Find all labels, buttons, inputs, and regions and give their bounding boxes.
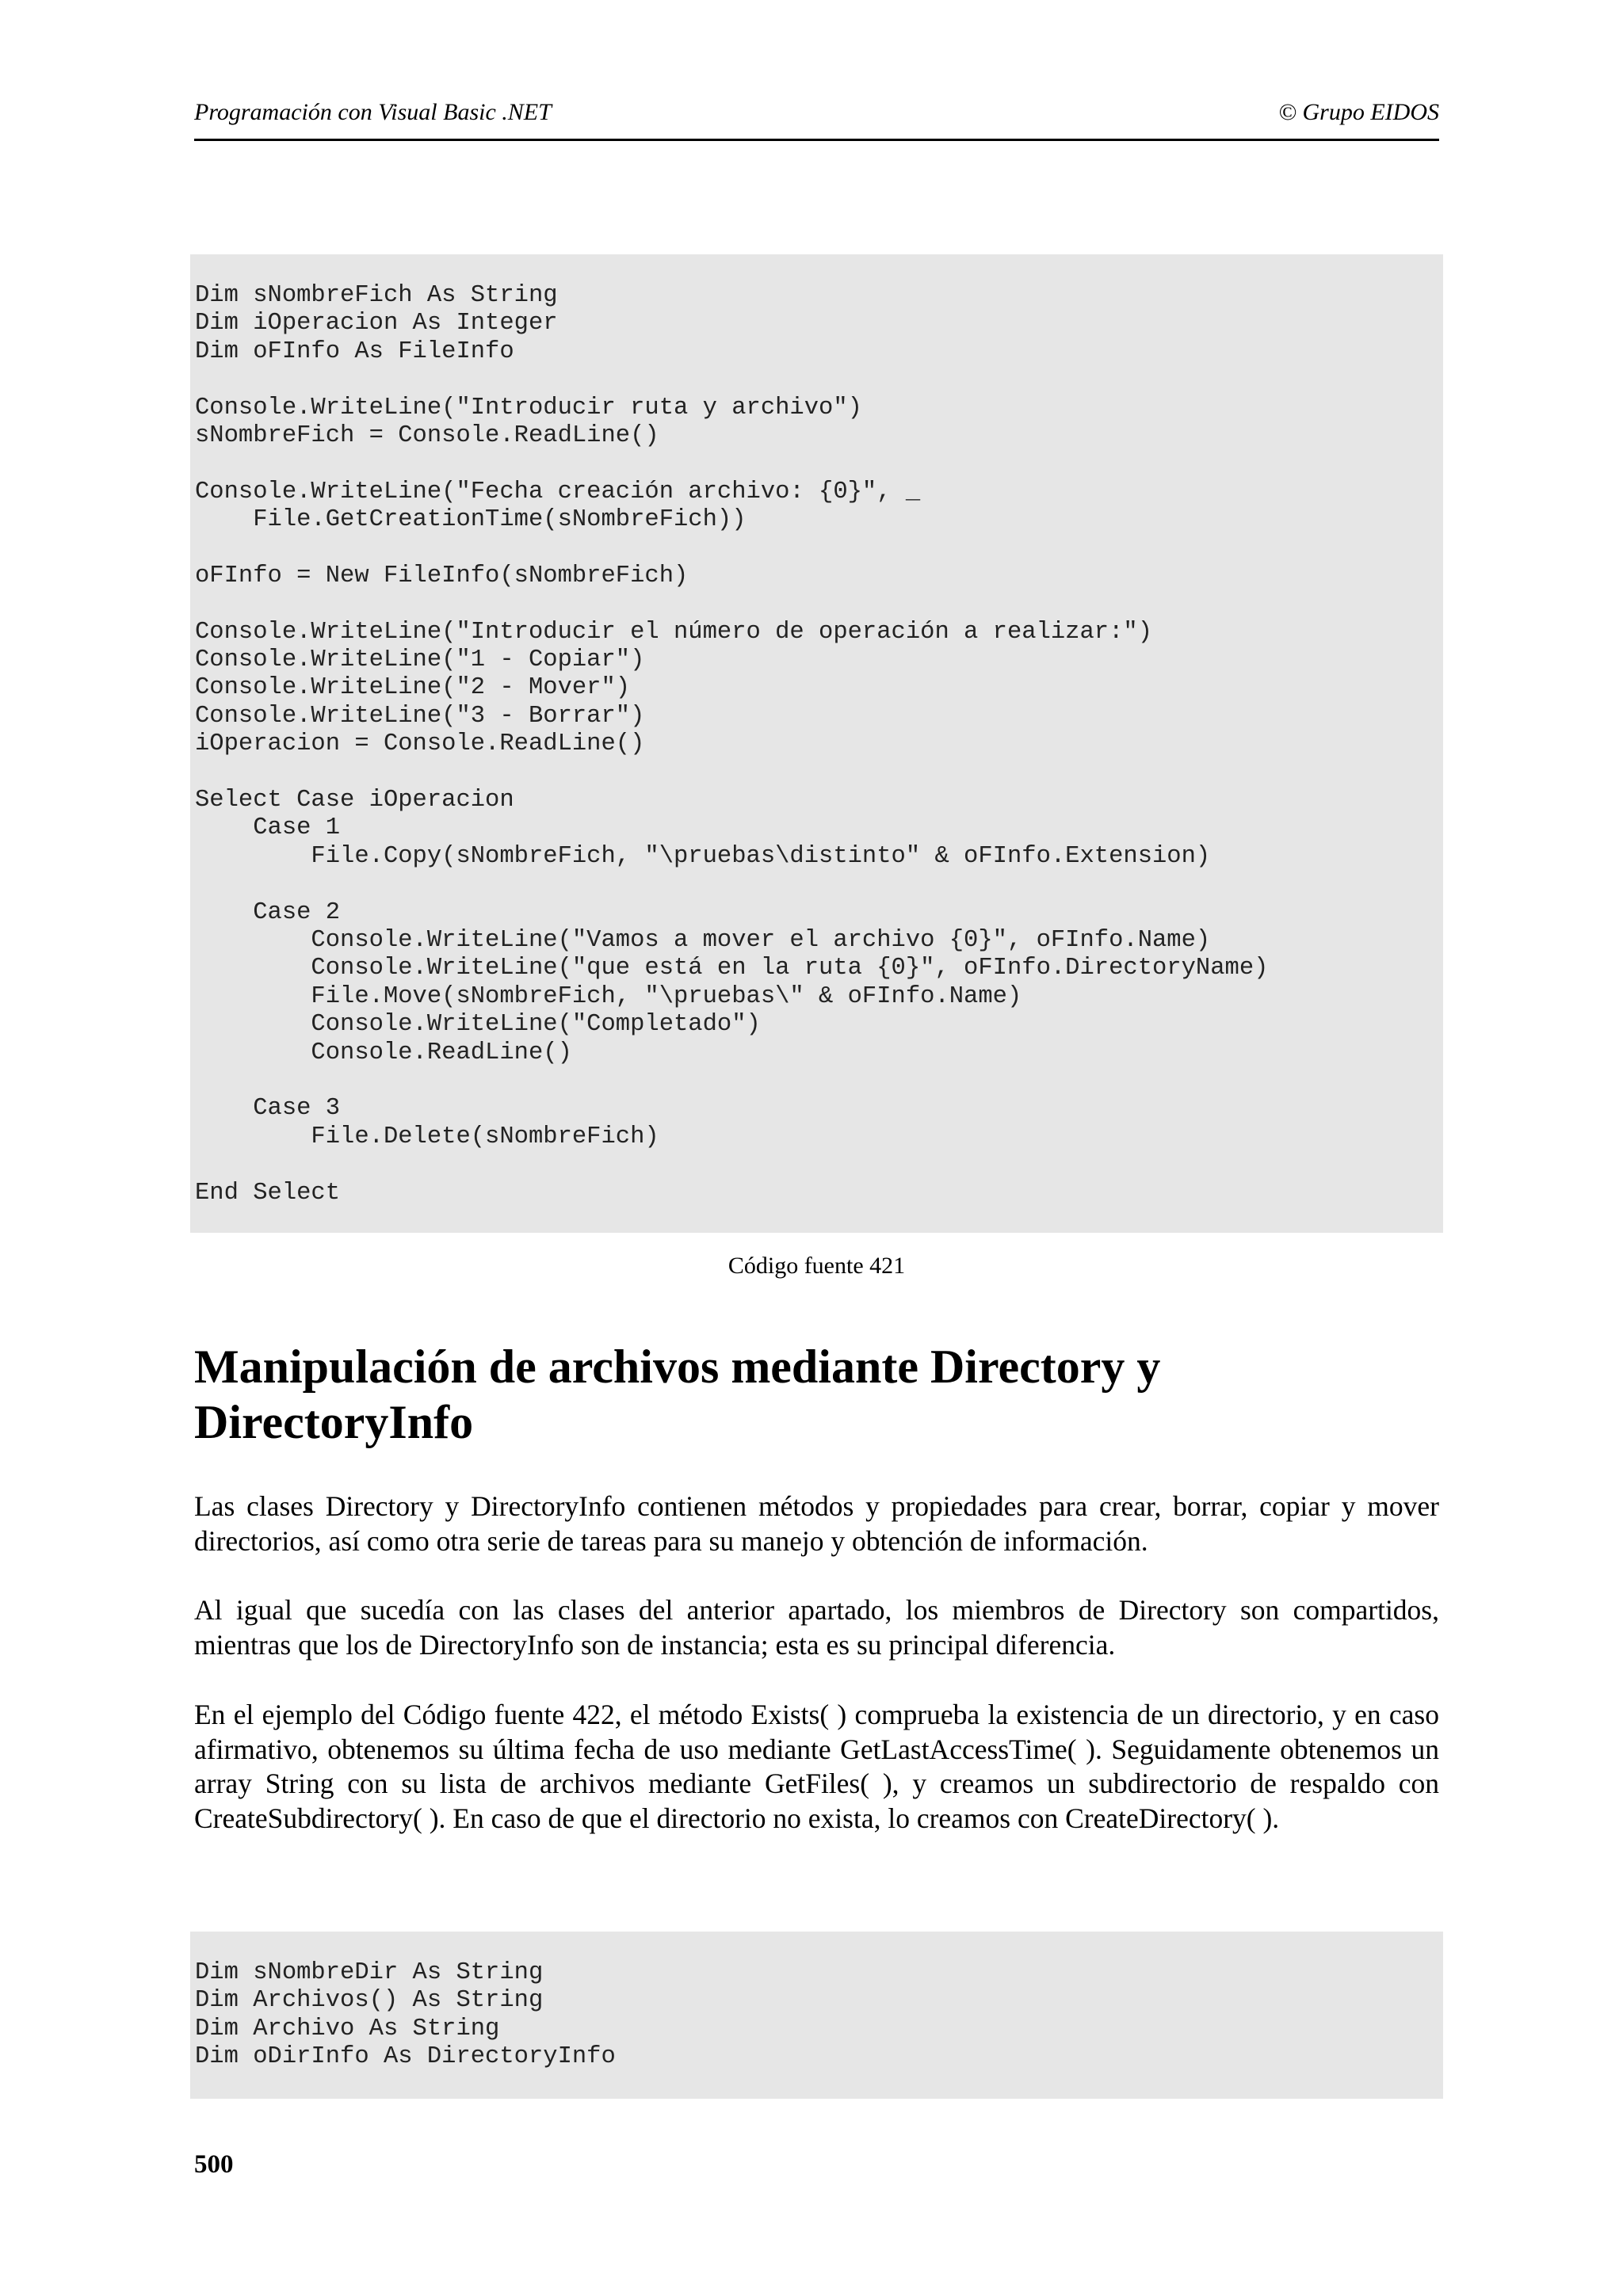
code-line <box>195 1067 1443 1095</box>
code-line: Console.WriteLine("Introducir el número de operación a realizar:") <box>195 618 1152 646</box>
code-line: Dim sNombreDir As String <box>195 1959 544 1986</box>
code-line: Console.WriteLine("1 - Copiar") <box>195 646 645 674</box>
code-line: Console.WriteLine("Fecha creación archivo: {0}", _ <box>195 478 921 505</box>
code-line: Dim Archivos() As String <box>195 1987 544 2015</box>
paragraph: En el ejemplo del Código fuente 422, el método Exists( ) comprueba la existencia de un directorio, y en caso afirmativo, obtenemos su última fecha de uso mediante GetLastAccessTime( ). Seguidamente obtenemos un array String con su lista de archivos mediante GetFiles( ), y creamos un subdirectorio de respaldo con CreateSubdirectory( ). En caso de que el directorio no exista, lo creamos con CreateDirectory( ). <box>194 1699 1439 1834</box>
code-line: Console.WriteLine("Vamos a mover el archivo {0}", oFInfo.Name) <box>195 926 1211 954</box>
page-number: 500 <box>194 2150 234 2179</box>
code-line: sNombreFich = Console.ReadLine() <box>195 421 659 449</box>
page-header <box>194 93 1439 141</box>
code-line: File.Delete(sNombreFich) <box>195 1123 659 1150</box>
code-line <box>195 759 1443 787</box>
code-line: Dim iOperacion As Integer <box>195 310 558 338</box>
code-block-422 <box>190 1932 1443 2099</box>
code-line: Case 2 <box>195 898 341 926</box>
code-line: Dim sNombreFich As String <box>195 282 558 309</box>
code-line: Case 1 <box>195 814 341 842</box>
paragraph: Las clases Directory y DirectoryInfo contienen métodos y propiedades para crear, borrar, copiar y mover directorios, así como otra serie de tareas para su manejo y obtención de información. <box>194 1490 1439 1557</box>
paragraph: Al igual que sucedía con las clases del anterior apartado, los miembros de Directory son compartidos, mientras que los de DirectoryInfo son de instancia; esta es su principal diferencia. <box>194 1594 1439 1661</box>
code-line <box>195 366 1443 394</box>
code-line: Console.WriteLine("Completado") <box>195 1011 761 1039</box>
code-line <box>195 590 1443 618</box>
code-line: File.GetCreationTime(sNombreFich)) <box>195 506 747 534</box>
book-title: Programación con Visual Basic .NET <box>194 99 552 125</box>
code-line: Select Case iOperacion <box>195 787 514 814</box>
code-line: oFInfo = New FileInfo(sNombreFich) <box>195 562 689 589</box>
code-line: File.Move(sNombreFich, "\pruebas\" & oFInfo.Name) <box>195 982 1022 1010</box>
code-line: Console.ReadLine() <box>195 1039 572 1066</box>
code-line <box>195 1151 1443 1179</box>
publisher-copyright: © Grupo EIDOS <box>1278 99 1439 125</box>
code-caption: Código fuente 421 <box>727 1253 906 1279</box>
code-line <box>195 871 1443 898</box>
code-line: Dim oDirInfo As DirectoryInfo <box>195 2043 616 2071</box>
code-line: Console.WriteLine("2 - Mover") <box>195 674 631 702</box>
code-line: Case 3 <box>195 1095 341 1123</box>
code-line <box>195 450 1443 478</box>
code-line <box>195 535 1443 563</box>
code-line: Console.WriteLine("Introducir ruta y archivo") <box>195 394 862 421</box>
code-line: Dim Archivo As String <box>195 2015 500 2042</box>
section-title: Manipulación de archivos mediante Directory y DirectoryInfo <box>194 1341 1161 1448</box>
code-line: Console.WriteLine("3 - Borrar") <box>195 702 645 730</box>
code-line: File.Copy(sNombreFich, "\pruebas\distinto" & oFInfo.Extension) <box>195 842 1211 870</box>
code-line: End Select <box>195 1179 341 1207</box>
code-line: Console.WriteLine("que está en la ruta {0}", oFInfo.DirectoryName) <box>195 955 1269 982</box>
code-line: Dim oFInfo As FileInfo <box>195 338 514 365</box>
code-line: iOperacion = Console.ReadLine() <box>195 730 645 758</box>
code-block-421 <box>190 254 1443 1233</box>
